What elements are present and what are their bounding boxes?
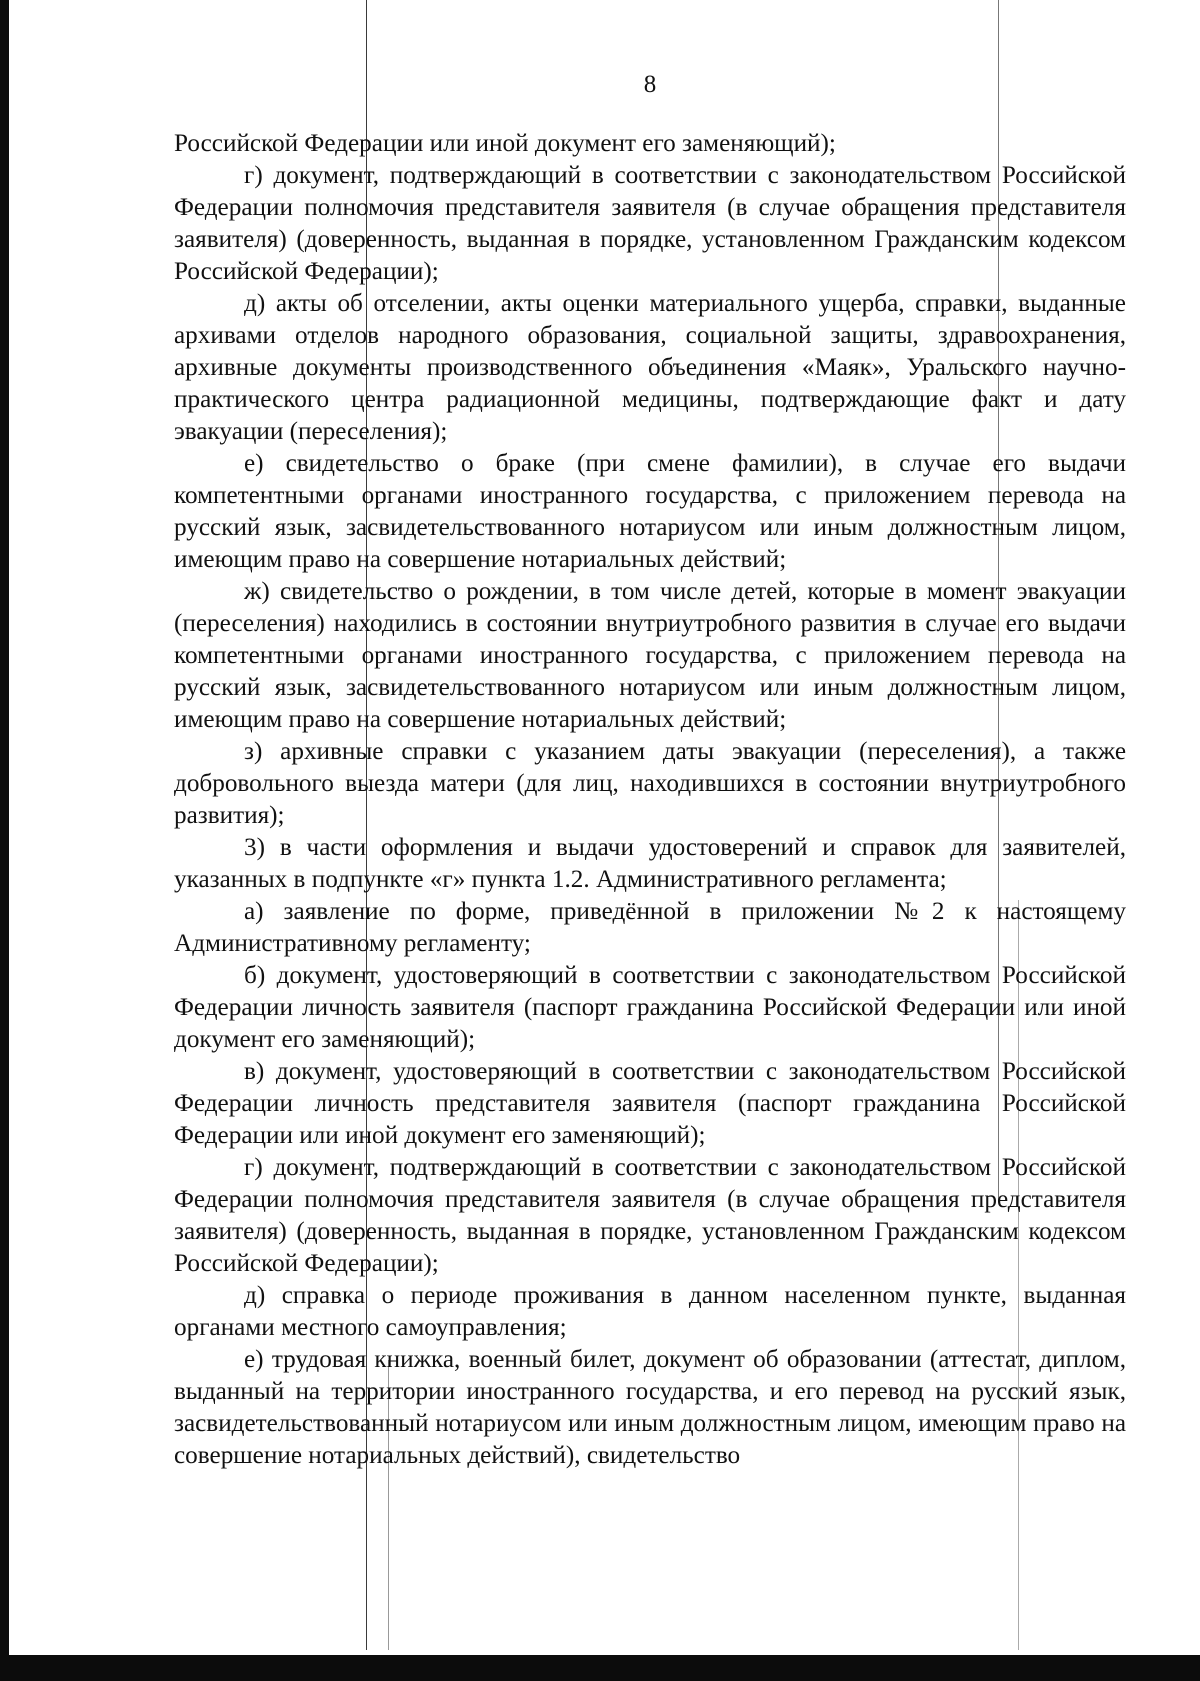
page-number: 8 — [643, 71, 657, 98]
paragraph: г) документ, подтверждающий в соответствии с законодательством Российской Федерации полномочия представителя заявителя (в случае обращения представителя заявителя) (доверенность, выданная в порядке, установленном Гражданским кодексом Российской Федерации); — [174, 1154, 1126, 1277]
paragraph: д) справка о периоде проживания в данном населенном пункте, выданная органами местного самоуправления; — [174, 1282, 1126, 1341]
paragraph: Российской Федерации или иной документ его заменяющий); — [174, 130, 836, 157]
scan-bottom-edge — [0, 1655, 1200, 1681]
paragraph: е) свидетельство о браке (при смене фамилии), в случае его выдачи компетентными органами иностранного государства, с приложением перевода на русский язык, засвидетельствованного нотариусом или иным должностным лицом, имеющим право на совершение нотариальных действий; — [174, 450, 1126, 573]
paragraph: е) трудовая книжка, военный билет, документ об образовании (аттестат, диплом, выданный на территории иностранного государства, и его перевод на русский язык, засвидетельствованный нотариусом или иным должностным лицом, имеющим право на совершение нотариальных действий), свидетельство — [174, 1346, 1126, 1469]
paragraph: ж) свидетельство о рождении, в том числе детей, которые в момент эвакуации (переселения) находились в состоянии внутриутробного развития в случае его выдачи компетентными органами иностранного государства, с приложением перевода на русский язык, засвидетельствованного нотариусом или иным должностным лицом, имеющим право на совершение нотариальных действий; — [174, 578, 1126, 733]
paragraph: г) документ, подтверждающий в соответствии с законодательством Российской Федерации полномочия представителя заявителя (в случае обращения представителя заявителя) (доверенность, выданная в порядке, установленном Гражданским кодексом Российской Федерации); — [174, 162, 1126, 285]
paragraph: в) документ, удостоверяющий в соответствии с законодательством Российской Федерации личность представителя заявителя (паспорт гражданина Российской Федерации или иной документ его заменяющий); — [174, 1058, 1126, 1149]
paragraph: д) акты об отселении, акты оценки материального ущерба, справки, выданные архивами отделов народного образования, социальной защиты, здравоохранения, архивные документы производственного объединения «Маяк», Уральского научно-практического центра радиационной медицины, подтверждающие факт и дату эвакуации (переселения); — [174, 290, 1126, 445]
paragraph: з) архивные справки с указанием даты эвакуации (переселения), а также добровольного выезда матери (для лиц, находившихся в состоянии внутриутробного развития); — [174, 738, 1126, 829]
document-body — [174, 128, 1126, 1472]
paragraph: а) заявление по форме, приведённой в приложении №2 к настоящему Административному регламенту; — [174, 898, 1126, 957]
paragraph: 3) в части оформления и выдачи удостоверений и справок для заявителей, указанных в подпункте «г» пункта 1.2. Административного регламента; — [174, 834, 1126, 893]
scan-left-edge — [0, 0, 9, 1681]
paragraph: б) документ, удостоверяющий в соответствии с законодательством Российской Федерации личность заявителя (паспорт гражданина Российской Федерации или иной документ его заменяющий); — [174, 962, 1126, 1053]
